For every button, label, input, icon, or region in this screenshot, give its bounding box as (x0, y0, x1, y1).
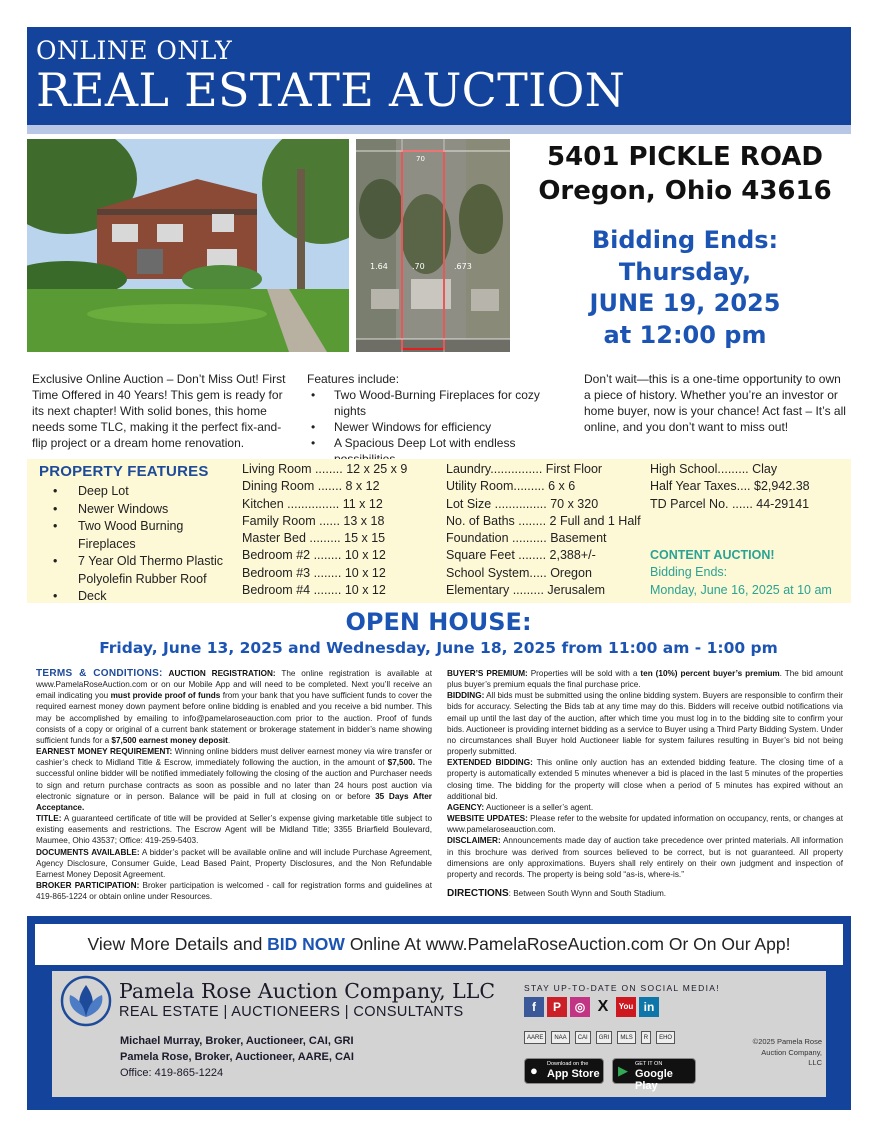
spec-row: Bedroom #2 ........ 10 x 12 (242, 548, 386, 563)
feature-item: • Deep Lot (49, 483, 239, 501)
terms-text: The online registration is available at www.PamelaRoseAuction.com or on our Mobile App and will need to be completed. Next you’ll receive an email indicating you (36, 669, 432, 701)
badge-icon: NAA (551, 1031, 569, 1044)
terms-bold: must provide proof of funds (110, 691, 221, 701)
content-auction-title: CONTENT AUCTION! (650, 548, 775, 562)
play-icon: ▶ (618, 1063, 628, 1078)
google-play-label: Google Play (635, 1068, 673, 1092)
office-phone: Office: 419-865-1224 (120, 1067, 224, 1079)
bidding-time: at 12:00 pm (603, 320, 767, 349)
cta-text: Online At www.PamelaRoseAuction.com Or On Our App! (344, 934, 791, 954)
feature-item: • Two Wood Burning Fireplaces (49, 518, 239, 553)
spec-row: Family Room ...... 13 x 18 (242, 513, 385, 528)
directions-text: : Between South Wynn and South Stadium. (508, 888, 667, 898)
linkedin-icon[interactable]: in (639, 997, 659, 1017)
address-city: Oregon, Ohio 43616 (538, 176, 832, 206)
social-title: STAY UP-TO-DATE ON SOCIAL MEDIA! (524, 983, 720, 993)
plat-label-right: .673 (454, 262, 472, 271)
intro-feature-item: • A Spacious Deep Lot with endless (307, 435, 573, 467)
header-subtitle: ONLINE ONLY (36, 36, 233, 65)
terms-label: EARNEST MONEY REQUIREMENT: (36, 747, 173, 757)
spec-row: Square Feet ........ 2,388+/- (446, 548, 596, 563)
content-auction-label: Bidding Ends: (650, 565, 728, 580)
terms-text: Broker participation is welcomed - call for registration forms and guidelines at 419-865-1224 or obtain online under Resources. (36, 880, 432, 902)
terms-text: A bidder’s packet will be available online and will include Purchase Agreement, Agency Disclosure, Consumer Guide, Lead Based Paint, Property Disclosures, and the Non Refundable Earnest Money Deposit Agreement. (36, 847, 433, 879)
spec-row: TD Parcel No. ...... 44-29141 (650, 496, 810, 511)
contact-name: Michael Murray, Broker, Auctioneer, CAI, GRI (120, 1035, 354, 1047)
terms-text: All bids must be submitted using the online bidding system. Buyers are responsible to confirm their bids for accuracy. Selecting the Bids tab at any time may do this. Bidders will receive outbid notifications via email up until the last day of the auction, after which time you must log in to the bidding site to confirm your bids. Auctioneer is providing internet bidding as a service to Buyer using a Third Party Bidding System. Under no circumstances shall Buyer hold Auctioneer liable for system failures resulting in Buyer’s bid not being properly submitted. (447, 691, 843, 757)
spec-row: Utility Room......... 6 x 6 (446, 479, 576, 494)
property-specs (446, 461, 641, 599)
terms-left-column: TERMS & CONDITIONS: AUCTION REGISTRATION: The online registration is available at www.PamelaRoseAuction.com or on our Mobile App and will need to be completed. Next you’ll receive an email indicating you must provide proof of funds from your bank that you have sufficient funds to cover the required earnest money down payment before online bidding is enabled and you receive a bid number. This may be accomplished by emailing to info@pamelaroseauction.com prior to the auction. Proof of funds consists of a copy or original of a current bank statement or brokerage statement in bidder’s name showing sufficient funds for a $7,500 earnest money deposit. EARNEST MONEY REQUIREMENT: Winning online bidders must deliver earnest money via wire transfer or cashier’s check to Midland Title & Escrow, immediately following the auction, in the amount of $7,500. The successful online bidder will be notified immediately following the closing of the auction and Purchaser needs to sign and return purchase contracts as soon as possible and no later than 24 hours post auction via electronic signature or in person. Balance will be paid in full at closing on or before 35 Days After Acceptance. TITLE: A guaranteed certificate of title will be provided at Seller’s expense giving marketable title subject to existing easements and restrictions. The Escrow Agent will be Midland Title; 3355 Briarfield Boulevard, Maumee, Ohio 43537; Office: 419-259-5403. DOCUMENTS AVAILABLE: A bidder’s packet will be available online and will include Purchase Agreement, Agency Disclosure, Consumer Guide, Lead Based Paint, Property Disclosures, and the Non Refundable Earnest Money Deposit Agreement. BROKER PARTICIPATION: Broker participation is welcomed - call for registration forms and guidelines at 419-865-1224 or obtain online under Resources. (36, 668, 433, 902)
address-street: 5401 PICKLE ROAD (547, 142, 823, 172)
google-play-button[interactable] (612, 1058, 696, 1092)
terms-text: The successful online bidder will be notified immediately following the closing of the auction and Purchaser needs to sign and return purchase contracts as soon as possible and no later than 24 hours post auction via electronic signature or in person. Balance will be paid in full at closing on or before (36, 758, 432, 801)
feature-item: • Newer Windows (49, 501, 239, 519)
intro-callout: Don’t wait—this is a one-time opportunity to own a piece of history. Whether you’re an investor or home buyer, now is your chance! Act fast – It’s all online, and you don’t want to miss out! (584, 372, 846, 434)
spec-row: Living Room ........ 12 x 25 x 9 (242, 462, 408, 476)
terms-bold: 35 Days After Acceptance. (36, 791, 432, 812)
terms-label: BIDDING: (447, 691, 485, 701)
terms-bold: ten (10%) percent buyer’s premium (640, 669, 780, 678)
terms-label: TITLE: (36, 814, 62, 824)
bidding-day: Thursday, (618, 257, 752, 286)
content-auction-date: Monday, June 16, 2025 at 10 am (650, 582, 832, 597)
bidding-date: JUNE 19, 2025 (589, 289, 781, 317)
terms-label: BROKER PARTICIPATION: (36, 880, 140, 890)
intro-features (307, 371, 573, 467)
spec-row: School System..... Oregon (446, 565, 592, 580)
google-play-top: GET IT ON (635, 1061, 663, 1067)
terms-label: WEBSITE UPDATES: (447, 814, 528, 824)
badge-icon: MLS (617, 1031, 635, 1044)
company-footer (52, 971, 826, 1097)
property-features-list (49, 483, 239, 606)
spec-row: Foundation .......... Basement (446, 531, 607, 546)
bidding-ends (520, 225, 850, 351)
property-address (520, 140, 850, 208)
apple-icon: ● (530, 1063, 538, 1078)
terms-text: Properties will be sold with a (530, 669, 638, 678)
tax-specs (650, 461, 810, 513)
spec-row: Half Year Taxes.... $2,942.38 (650, 479, 810, 494)
spec-row: Laundry............... First Floor (446, 462, 603, 476)
badge-icon: CAI (575, 1031, 591, 1044)
terms-text: A guaranteed certificate of title will be provided at Seller’s expense giving marketable title subject to existing easements and restrictions. The Escrow Agent will be Midland Title; 3355 Briarfield Boulevard, Maumee, Ohio 43537; Office: 419-259-5403. (36, 814, 432, 846)
terms-bold: $7,500. (387, 758, 415, 768)
badge-icon: EHO (656, 1031, 675, 1044)
app-store-top: Download on the (547, 1061, 589, 1067)
spec-row: Bedroom #3 ........ 10 x 12 (242, 565, 386, 580)
spec-row: Master Bed ......... 15 x 15 (242, 531, 386, 546)
header-title: REAL ESTATE AUCTION (36, 63, 626, 117)
terms-right-column (447, 668, 843, 899)
intro-feature-item: • Two Wood-Burning Fireplaces for cozy nights (307, 387, 573, 419)
open-house-title: OPEN HOUSE: (345, 608, 532, 636)
intro-features-title: Features include: (307, 372, 400, 386)
spec-row: No. of Baths ........ 2 Full and 1 Half (446, 513, 641, 528)
plat-label-left: 1.64 (370, 262, 388, 271)
badge-icon: AARE (524, 1031, 546, 1044)
terms-heading: TERMS & CONDITIONS: (36, 668, 163, 679)
terms-text: . The bid amount plus buyer’s premium equals the final purchase price. (447, 669, 844, 690)
terms-label: AGENCY: (447, 802, 485, 812)
badge-icon: GRI (596, 1031, 613, 1044)
company-logo-icon (60, 975, 112, 1027)
house-photo (27, 139, 349, 352)
spec-row: Elementary ......... Jerusalem (446, 583, 606, 598)
app-store-button[interactable] (524, 1058, 604, 1084)
terms-text: from your bank that you have sufficient funds to cover the required earnest money down payment before online bidding is enabled and you receive a bid number. This may be accomplished by emailing to info@pamelaroseauction.com prior to the auction. Proof of funds consists of a copy or original of a current bank statement or brokerage statement in bidder’s name showing sufficient funds for a (36, 691, 432, 745)
terms-label: AUCTION REGISTRATION: (168, 669, 276, 678)
content-auction (650, 547, 832, 599)
copyright: ©2025 Pamela Rose Auction Company, LLC (752, 1037, 822, 1067)
header-banner (27, 27, 851, 125)
terms-bold: $7,500 earnest money deposit (111, 735, 228, 745)
pinterest-icon[interactable]: P (547, 997, 567, 1017)
bidding-label: Bidding Ends: (591, 226, 779, 254)
terms-label: EXTENDED BIDDING: (447, 758, 533, 768)
app-store-label: App Store (547, 1068, 600, 1080)
company-name: Pamela Rose Auction Company, LLC (119, 979, 496, 1003)
cta-text: View More Details and (87, 934, 268, 954)
spec-row: Lot Size ............... 70 x 320 (446, 496, 599, 511)
terms-label: DISCLAIMER: (447, 836, 501, 846)
facebook-icon[interactable]: f (524, 997, 544, 1017)
contact-name: Pamela Rose, Broker, Auctioneer, AARE, CAI (120, 1051, 354, 1063)
spec-row: Dining Room ....... 8 x 12 (242, 479, 380, 494)
bid-now-link[interactable]: BID NOW (267, 934, 345, 954)
badge-icon: R (641, 1031, 651, 1044)
social-icons (524, 997, 659, 1017)
intro-text: Exclusive Online Auction – Don’t Miss Out! First Time Offered in 40 Years! This gem is ready for its next chapter! With solid bones, this home needs some TLC, making it the perfect fix-and-flip project or a dream home renovation. (32, 372, 286, 450)
terms-label: DOCUMENTS AVAILABLE: (36, 847, 140, 857)
directions-label: DIRECTIONS (447, 887, 509, 899)
terms-text: Announcements made day of auction take precedence over printed materials. All information in this brochure was derived from sources believed to be correct, but is not guaranteed. All property dimensions are only approximations. Buyers shall rely entirely on their own judgment and inspection of property and records. The property is being sold “as-is, where-is.” (447, 836, 844, 879)
association-badges (524, 1031, 675, 1044)
plat-label-top: 70 (416, 155, 425, 163)
property-features-panel (27, 459, 851, 603)
youtube-icon[interactable]: You (616, 997, 636, 1017)
terms-text: Please refer to the website for updated information on occupancy, rents, or changes at www.pamelaroseauction.com. (447, 814, 843, 835)
spec-row: Kitchen ............... 11 x 12 (242, 496, 383, 511)
spec-row: High School......... Clay (650, 462, 778, 476)
header-divider (27, 125, 851, 134)
terms-label: BUYER’S PREMIUM: (447, 669, 528, 678)
intro-feature-item: • Newer Windows for efficiency (307, 419, 573, 435)
bid-now-banner[interactable] (35, 924, 843, 965)
terms-text: This online only auction has an extended bidding feature. The closing time of a property is automatically extended 5 minutes whenever a bid is placed in the last 5 minutes of the properties closing time. The bidding for the property will close when a period of 5 minutes has expired without an additional bid. (447, 758, 843, 801)
plat-map (356, 139, 510, 352)
property-features-title: PROPERTY FEATURES (39, 463, 209, 480)
terms-text: Winning online bidders must deliver earnest money via wire transfer or cashier’s check to Midland Title & Escrow, immediately following the auction, in the amount of (36, 747, 433, 768)
plat-label-center: .70 (412, 262, 425, 271)
spec-row: Bedroom #4 ........ 10 x 12 (242, 583, 386, 598)
x-icon[interactable]: X (597, 998, 609, 1015)
company-contacts (120, 1033, 354, 1081)
room-specs (242, 461, 407, 599)
feature-item: • Deck (49, 588, 239, 606)
company-tagline: REAL ESTATE | AUCTIONEERS | CONSULTANTS (119, 1004, 464, 1020)
terms-text: Auctioneer is a seller’s agent. (485, 802, 594, 812)
feature-item: • 7 Year Old Thermo Plastic Polyolefin Rubber Roof (49, 553, 239, 588)
open-house-dates: Friday, June 13, 2025 and Wednesday, June 18, 2025 from 11:00 am - 1:00 pm (99, 639, 778, 657)
instagram-icon[interactable]: ◎ (570, 997, 590, 1017)
